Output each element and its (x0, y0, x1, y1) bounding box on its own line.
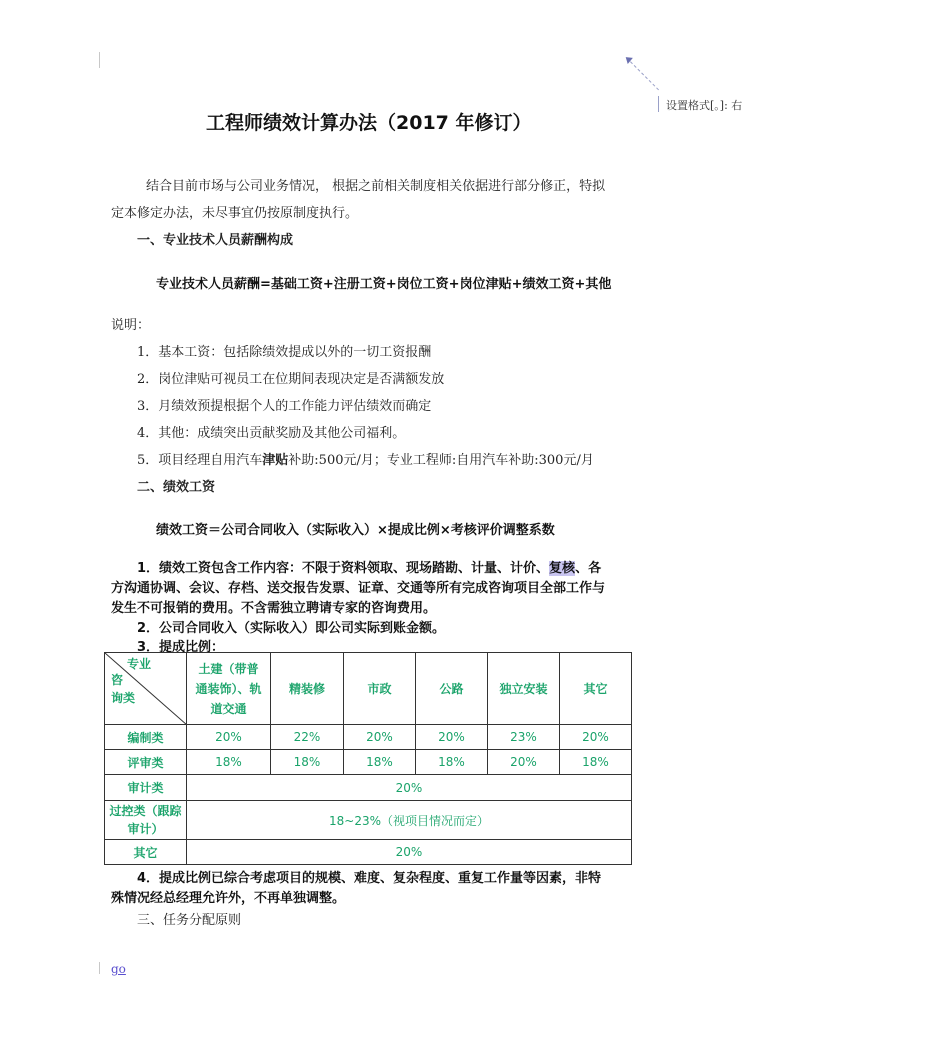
perf-p1-line1-pre: 1．绩效工资包含工作内容：不限于资料领取、现场踏勘、计量、计价、 (137, 561, 550, 576)
table-cell: 18% (344, 750, 416, 775)
table-cell: 20% (187, 725, 271, 750)
perf-p3: 3．提成比例： (137, 640, 225, 655)
row-header-review: 评审类 (105, 750, 187, 775)
intro-line-2: 定本修定办法，未尽事宜仍按原制度执行。 (111, 206, 359, 221)
table-row (105, 750, 632, 775)
intro-line-1: 结合目前市场与公司业务情况， 根据之前相关制度相关依据进行部分修正，特拟 (146, 179, 606, 194)
table-cell: 20% (344, 725, 416, 750)
footer-link[interactable]: go (111, 962, 126, 976)
col-header-civil: 土建（带普通装饰）、轨道交通 (187, 653, 271, 725)
note-item-1: 1．基本工资：包括除绩效提成以外的一切工资报酬 (137, 345, 432, 360)
comment-bar (658, 96, 659, 112)
perf-p1-line1-post: 、各 (575, 561, 602, 576)
note-item-5-bold: 津贴 (262, 453, 289, 468)
page-title: 工程师绩效计算办法（2017 年修订） (206, 112, 532, 134)
table-corner-cell (105, 653, 187, 725)
performance-formula: 绩效工资＝公司合同收入（实际收入）×提成比例×考核评价调整系数 (156, 523, 555, 538)
perf-p1-line1 (137, 557, 601, 576)
note-item-5 (137, 451, 594, 471)
comment-connector (630, 61, 659, 90)
rate-table (104, 652, 632, 865)
table-cell: 20% (560, 725, 632, 750)
table-cell: 18% (416, 750, 488, 775)
page-corner-mark-bottom (99, 962, 100, 974)
corner-label-top: 专业 (127, 657, 152, 671)
table-cell: 18% (560, 750, 632, 775)
section3-heading: 三、任务分配原则 (137, 913, 242, 928)
table-merged-cell: 20% (187, 840, 632, 865)
table-cell: 20% (416, 725, 488, 750)
note-item-4: 4．其他：成绩突出贡献奖励及其他公司福利。 (137, 426, 406, 441)
perf-p1-line2: 方沟通协调、会议、存档、送交报告发票、证章、交通等所有完成咨询项目全部工作与 (111, 581, 606, 596)
col-header-municipal: 市政 (344, 653, 416, 725)
note-item-3: 3．月绩效预提根据个人的工作能力评估绩效而确定 (137, 399, 432, 414)
table-row (105, 840, 632, 865)
table-row (105, 775, 632, 801)
salary-formula: 专业技术人员薪酬=基础工资+注册工资+岗位工资+岗位津贴+绩效工资+其他 (156, 277, 612, 292)
page-corner-mark-top (99, 52, 100, 68)
col-header-highway: 公路 (416, 653, 488, 725)
perf-p4-line2: 殊情况经总经理允许外，不再单独调整。 (111, 891, 346, 906)
col-header-decoration: 精装修 (271, 653, 344, 725)
perf-p1-line3: 发生不可报销的费用。不含需独立聘请专家的咨询费用。 (111, 601, 437, 616)
section2-heading: 二、绩效工资 (137, 480, 216, 495)
table-merged-cell: 18~23%（视项目情况而定） (187, 801, 632, 840)
highlighted-text[interactable]: 复核 (549, 561, 576, 576)
note-item-5-pre: 5．项目经理自用汽车 (137, 453, 263, 468)
perf-p2: 2．公司合同收入（实际收入）即公司实际到账金额。 (137, 621, 446, 636)
table-merged-cell: 20% (187, 775, 632, 801)
table-cell: 22% (271, 725, 344, 750)
table-cell: 23% (488, 725, 560, 750)
row-header-compile: 编制类 (105, 725, 187, 750)
row-header-audit: 审计类 (105, 775, 187, 801)
table-cell: 20% (488, 750, 560, 775)
col-header-other: 其它 (560, 653, 632, 725)
table-cell: 18% (187, 750, 271, 775)
corner-label-left-1: 咨 (111, 673, 124, 687)
table-row (105, 725, 632, 750)
format-comment[interactable]: 设置格式[。]: 右 (666, 99, 743, 112)
col-header-installation: 独立安装 (488, 653, 560, 725)
note-item-2: 2．岗位津贴可视员工在位期间表现决定是否满额发放 (137, 372, 445, 387)
table-cell: 18% (271, 750, 344, 775)
row-header-other: 其它 (105, 840, 187, 865)
row-header-process-control: 过控类（跟踪审计） (105, 801, 187, 840)
section1-heading: 一、专业技术人员薪酬构成 (137, 233, 294, 248)
note-item-5-post: 补助:500元/月；专业工程师:自用汽车补助:300元/月 (288, 453, 594, 468)
perf-p4-line1: 4．提成比例已综合考虑项目的规模、难度、复杂程度、重复工作量等因素，非特 (137, 871, 602, 886)
note-label: 说明： (111, 318, 151, 333)
corner-label-left-2: 询类 (111, 691, 136, 705)
table-row (105, 801, 632, 840)
